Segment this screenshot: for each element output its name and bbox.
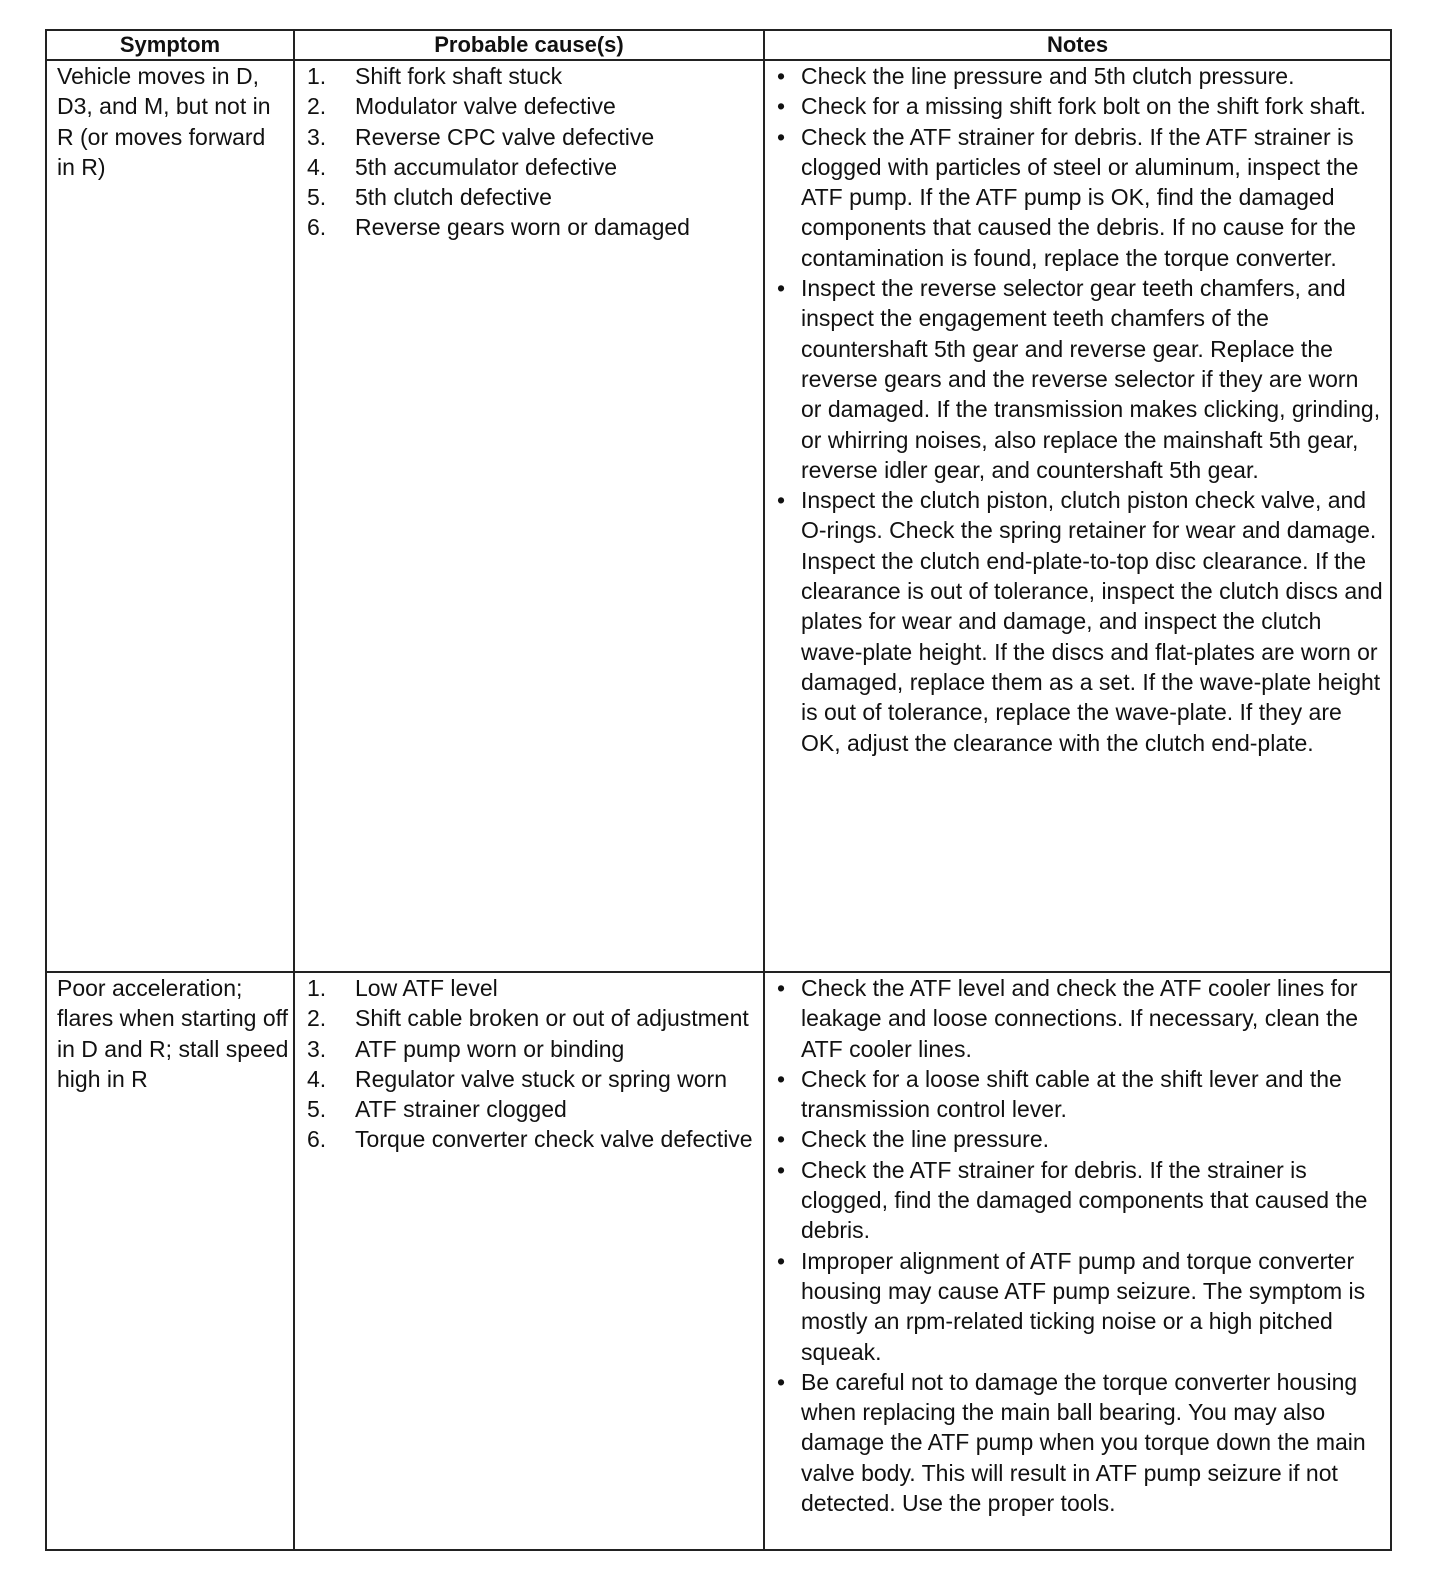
note-text: Be careful not to damage the torque converter housing when replacing the main ball bearing. You may also damage the ATF pump when you torque down the main valve body. This will result in ATF pump seizure if not detected. Use the proper tools. <box>801 1368 1366 1517</box>
note-item <box>775 1155 1384 1246</box>
bullet-icon: • <box>777 63 786 89</box>
cause-text: Torque converter check valve defective <box>355 1126 753 1153</box>
cause-text: 5th clutch defective <box>355 184 552 211</box>
causes-cell <box>294 60 764 972</box>
bullet-icon: • <box>777 975 786 1001</box>
note-item <box>775 61 1384 91</box>
cause-number: 1. <box>307 975 327 1001</box>
note-text: Improper alignment of ATF pump and torque converter housing may cause ATF pump seizure. The symptom is mostly an rpm-related ticking noise or a high pitched squeak. <box>801 1247 1366 1365</box>
cause-number: 3. <box>307 1035 327 1062</box>
cause-number: 6. <box>307 1126 327 1153</box>
header-notes: Notes <box>764 30 1391 60</box>
note-item <box>775 273 1384 485</box>
note-item <box>775 973 1384 1064</box>
causes-list <box>307 61 757 243</box>
cause-item <box>307 1094 757 1124</box>
cause-text: Regulator valve stuck or spring worn <box>355 1065 727 1092</box>
note-item <box>775 1367 1384 1518</box>
cause-number: 5. <box>307 184 327 211</box>
causes-list <box>307 973 757 1155</box>
cause-number: 1. <box>307 63 327 89</box>
bullet-icon: • <box>777 1156 786 1183</box>
cause-text: Low ATF level <box>355 975 498 1001</box>
note-text: Check the ATF strainer for debris. If the strainer is clogged, find the damaged components that caused the debris. <box>801 1156 1368 1244</box>
cause-number: 2. <box>307 1005 327 1032</box>
cause-item <box>307 122 757 152</box>
bullet-icon: • <box>777 93 786 120</box>
header-probable-causes: Probable cause(s) <box>294 30 764 60</box>
note-item <box>775 122 1384 273</box>
cause-number: 4. <box>307 153 327 180</box>
note-text: Check the ATF strainer for debris. If the ATF strainer is clogged with particles of steel or aluminum, inspect the ATF pump. If the ATF pump is OK, find the damaged components that caused the debris. If no cause for the contamination is found, replace the torque converter. <box>801 123 1359 271</box>
header-symptom: Symptom <box>46 30 294 60</box>
note-item <box>775 1124 1384 1154</box>
cause-text: Modulator valve defective <box>355 93 616 120</box>
bullet-icon: • <box>777 1126 786 1153</box>
bullet-icon: • <box>777 275 786 302</box>
cause-item <box>307 1034 757 1064</box>
cause-item <box>307 152 757 182</box>
cause-text: Shift cable broken or out of adjustment <box>355 1005 749 1032</box>
cause-number: 2. <box>307 93 327 120</box>
bullet-icon: • <box>777 1368 786 1395</box>
troubleshooting-table <box>45 29 1392 1551</box>
table-header-row <box>46 30 1391 60</box>
bullet-icon: • <box>777 1247 786 1274</box>
bullet-icon: • <box>777 1065 786 1092</box>
symptom-cell: Poor acceleration; flares when starting off in D and R; stall speed high in R <box>46 972 294 1550</box>
note-text: Check the line pressure. <box>801 1126 1050 1153</box>
notes-cell <box>764 972 1391 1550</box>
cause-text: 5th accumulator defective <box>355 153 618 180</box>
table-row <box>46 972 1391 1550</box>
note-item <box>775 91 1384 121</box>
cause-item <box>307 1124 757 1154</box>
note-item <box>775 1064 1384 1125</box>
cause-number: 5. <box>307 1096 327 1123</box>
cause-item <box>307 182 757 212</box>
bullet-icon: • <box>777 123 786 150</box>
cause-number: 3. <box>307 123 327 150</box>
note-text: Inspect the clutch piston, clutch piston check valve, and O-rings. Check the spring retainer for wear and damage. Inspect the clutch end-plate-to-top disc clearance. If the clearance is out of tolerance, inspect the clutch discs and plates for wear and damage, and inspect the clutch wave-plate height. If the discs and flat-plates are worn or damaged, replace them as a set. If the wave-plate height is out of tolerance, replace the wave-plate. If they are OK, adjust the clearance with the clutch end-plate. <box>801 487 1383 756</box>
troubleshooting-table-container <box>45 29 1390 1551</box>
symptom-cell: Vehicle moves in D, D3, and M, but not in R (or moves forward in R) <box>46 60 294 972</box>
cause-item <box>307 973 757 1003</box>
cause-item <box>307 61 757 91</box>
cause-text: Shift fork shaft stuck <box>355 63 563 89</box>
cause-text: ATF pump worn or binding <box>355 1035 625 1062</box>
cause-number: 6. <box>307 214 327 241</box>
causes-cell <box>294 972 764 1550</box>
cause-text: ATF strainer clogged <box>355 1096 567 1123</box>
notes-list <box>775 61 1384 758</box>
note-text: Check the ATF level and check the ATF cooler lines for leakage and loose connections. If necessary, clean the ATF cooler lines. <box>801 975 1359 1062</box>
notes-cell <box>764 60 1391 972</box>
cause-item <box>307 91 757 121</box>
cause-item <box>307 1003 757 1033</box>
note-item <box>775 1246 1384 1367</box>
cause-text: Reverse gears worn or damaged <box>355 214 690 241</box>
note-text: Check for a loose shift cable at the shift lever and the transmission control lever. <box>801 1065 1342 1123</box>
note-text: Check for a missing shift fork bolt on the shift fork shaft. <box>801 93 1367 120</box>
note-text: Inspect the reverse selector gear teeth chamfers, and inspect the engagement teeth chamfers of the countershaft 5th gear and reverse gear. Replace the reverse gears and the reverse selector if they are worn or damaged. If the transmission makes clicking, grinding, or whirring noises, also replace the mainshaft 5th gear, reverse idler gear, and countershaft 5th gear. <box>801 275 1381 483</box>
note-text: Check the line pressure and 5th clutch pressure. <box>801 63 1295 89</box>
cause-item <box>307 212 757 242</box>
table-row <box>46 60 1391 972</box>
cause-item <box>307 1064 757 1094</box>
notes-list <box>775 973 1384 1518</box>
bullet-icon: • <box>777 487 786 514</box>
cause-number: 4. <box>307 1065 327 1092</box>
cause-text: Reverse CPC valve defective <box>355 123 655 150</box>
note-item <box>775 485 1384 758</box>
